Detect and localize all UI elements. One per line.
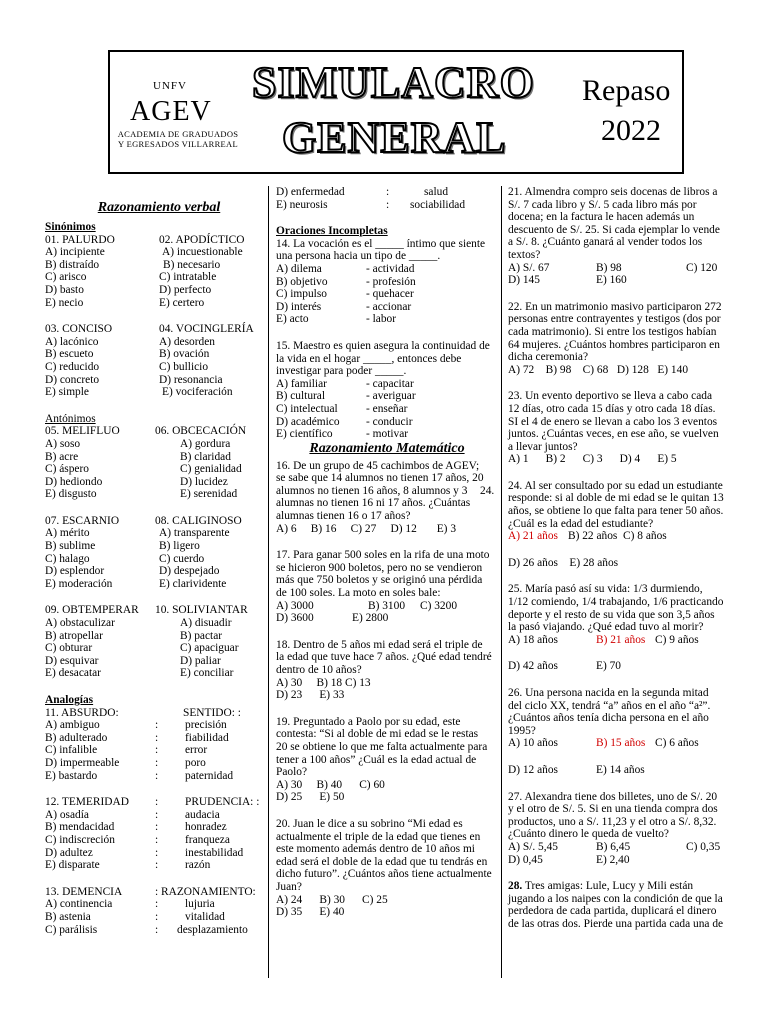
colon: : — [155, 796, 159, 809]
option: B) ligero — [159, 540, 200, 553]
colon: : — [155, 859, 159, 872]
label-sinonimos: Sinónimos — [45, 221, 96, 233]
colon: : — [155, 719, 159, 732]
option: C) cuerdo — [159, 552, 205, 565]
option: A) incipiente — [45, 246, 105, 259]
option: A) osadía — [45, 808, 89, 821]
option: D) despejado — [159, 565, 220, 578]
title-simulacro: SIMULACRO — [252, 58, 535, 107]
option-pair: desplazamiento — [177, 923, 248, 936]
option: D) 42 años — [508, 660, 558, 673]
option-pair: fiabilidad — [185, 731, 229, 744]
option: C) 120 — [686, 261, 718, 274]
option: D) académico — [276, 415, 340, 428]
label-oraciones: Oraciones Incompletas — [276, 225, 388, 238]
option: D) impermeable — [45, 756, 120, 769]
q19-line: 20 se obtiene lo que me falta actualmente para — [276, 740, 488, 753]
q28-line: perdedora de cada partida, duplicará el dinero — [508, 905, 717, 918]
option: E) disparate — [45, 859, 100, 872]
option: A) disuadir — [180, 617, 232, 630]
option: B) distraído — [45, 258, 100, 271]
q25-line: la pasó viajando. ¿Qué edad tuvo al morir? — [508, 621, 704, 634]
q14-line: 14. La vocación es el _____ íntimo que siente — [276, 237, 486, 250]
option: E) neurosis — [276, 198, 328, 211]
option: B) objetivo — [276, 275, 328, 288]
option: B) astenia — [45, 910, 91, 923]
q20-line: dicho futuro”. ¿Cuántos años tiene actualmente — [276, 868, 492, 881]
option-pair: error — [185, 744, 208, 757]
option: C) parálisis — [45, 923, 98, 936]
q18-options: D) 23 E) 33 — [276, 689, 345, 702]
option: B) atropellar — [45, 629, 103, 642]
option: A) soso — [45, 437, 81, 450]
q27-line: y el otro de S/. 5. Si en una tienda compra dos — [508, 803, 718, 816]
q18-line: 18. Dentro de 5 años mi edad será el triple de — [276, 638, 483, 651]
option: C) obturar — [45, 642, 93, 655]
q28-line: Tres amigas: Lule, Lucy y Mili están — [522, 880, 694, 893]
q20-options: D) 35 E) 40 — [276, 906, 345, 919]
q16-line: alumnos no tienen 16 años, 8 alumnos y 3 — [276, 484, 468, 497]
option: A) lacónico — [45, 335, 99, 348]
option: B) pactar — [180, 629, 223, 642]
question-13: 13. DEMENCIA — [45, 885, 123, 898]
question-06: 06. OBCECACIÓN — [155, 425, 247, 438]
option: D) basto — [45, 283, 84, 296]
q18-options: A) 30 B) 18 C) 13 — [276, 676, 371, 689]
option: A) incuestionable — [162, 246, 243, 259]
option: D) interés — [276, 300, 322, 313]
q23-line: a llevar juntos? — [508, 440, 578, 453]
question-04: 04. VOCINGLERÍA — [159, 323, 254, 336]
option: E) 160 — [596, 274, 627, 287]
label-analogias: Analogías — [45, 694, 94, 706]
colon: : — [155, 898, 159, 911]
colon: : — [155, 910, 159, 923]
q24-line: 24. Al ser consultado por su edad un estudiante — [508, 479, 723, 492]
q15-line: 15. Maestro es quien asegura la continuidad de — [276, 339, 490, 352]
q21-line: textos? — [508, 248, 541, 261]
q15-line: investigar para poder _____. — [276, 365, 407, 378]
option: A) desorden — [159, 335, 215, 348]
option: B) 98 — [596, 261, 622, 274]
relation: PRUDENCIA: : — [185, 796, 260, 809]
option-pair: - actividad — [366, 262, 415, 275]
q22-line: 22. En un matrimonio masivo participaron 272 — [508, 300, 722, 313]
option: B) sublime — [45, 540, 96, 553]
option: B) escueto — [45, 348, 94, 361]
q20-line: este momento además dentro de 10 años mi — [276, 843, 475, 856]
option-pair: razón — [185, 859, 211, 872]
option-correct: B) 15 años — [596, 737, 646, 750]
option: E) 2,40 — [596, 853, 630, 866]
option: A) S/. 5,45 — [508, 840, 558, 853]
question-10: 10. SOLIVIANTAR — [155, 604, 248, 617]
question-07: 07. ESCARNIO — [45, 514, 120, 527]
q28-number: 28. — [508, 880, 523, 893]
q21-line: S/. 7 cada libro y S/. 5 cada libro más por — [508, 198, 697, 211]
option-pair: - labor — [366, 313, 397, 326]
q18-line: la edad que tuve hace 7 años. ¿Qué edad tendré — [276, 651, 492, 664]
question-03: 03. CONCISO — [45, 323, 113, 336]
colon: : — [155, 731, 159, 744]
option: C) áspero — [45, 463, 89, 476]
option: C) reducido — [45, 360, 100, 373]
option: D) hediondo — [45, 475, 103, 488]
q25-line: deporte y el resto de su vida que son 3,5 años — [508, 608, 715, 621]
section-title-math: Razonamiento Matemático — [309, 440, 465, 456]
colon: : — [155, 744, 159, 757]
option: C) infalible — [45, 744, 98, 757]
option: B) acre — [45, 450, 79, 463]
option: B) adulterado — [45, 731, 108, 744]
option: D) perfecto — [159, 283, 212, 296]
q27-line: productos, uno a S/. 11,23 y el otro a S/. 8,32. — [508, 815, 717, 828]
option: A) transparente — [159, 527, 230, 540]
question-02: 02. APODÍCTICO — [159, 233, 245, 246]
option-correct: B) 21 años — [596, 633, 646, 646]
colon: : — [155, 846, 159, 859]
q19-options: A) 30 B) 40 C) 60 — [276, 778, 385, 791]
option-pair: franqueza — [185, 833, 230, 846]
column-divider-2 — [501, 186, 502, 978]
q28-line: jugando a los naipes con la condición de que la — [508, 892, 723, 905]
option-pair: - enseñar — [366, 402, 408, 415]
colon: : — [155, 821, 159, 834]
option: A) 18 años — [508, 633, 558, 646]
option-pair: lujuria — [185, 898, 215, 911]
colon: : — [155, 769, 159, 782]
q22-line: dicha ceremonia? — [508, 351, 589, 364]
academy-name: ACADEMIA DE GRADUADOS Y EGRESADOS VILLARREAL — [117, 129, 239, 149]
column-verbal — [45, 186, 273, 936]
option: C) halago — [45, 552, 90, 565]
q19-line: contesta: “Si al doble de mi edad se le restas — [276, 728, 479, 741]
option-correct: A) 21 años — [508, 530, 558, 543]
question-11: 11. ABSURDO: — [45, 706, 119, 719]
option: A) mérito — [45, 527, 90, 540]
option: A) S/. 67 — [508, 261, 550, 274]
q20-line: 20. Juan le dice a su sobrino “Mi edad es — [276, 817, 463, 830]
option: D) adultez — [45, 846, 93, 859]
q16-line: alumnas tienen 16 o 17 años? — [276, 510, 411, 523]
year-label: 2022 — [601, 114, 661, 147]
option: C) arisco — [45, 271, 87, 284]
option: E) moderación — [45, 577, 113, 590]
q16-options: A) 6 B) 16 C) 27 D) 12 E) 3 — [276, 522, 457, 535]
q25-line: 25. María pasó así su vida: 1/3 durmiendo, — [508, 583, 703, 596]
option: C) impulso — [276, 288, 327, 301]
option-pair: - capacitar — [366, 377, 414, 390]
option: A) 3000 — [276, 599, 314, 612]
option: E) certero — [159, 296, 205, 309]
option: C) 6 años — [655, 737, 699, 750]
option: D) lucidez — [180, 475, 228, 488]
question-12: 12. TEMERIDAD — [45, 796, 129, 809]
option: E) bastardo — [45, 769, 98, 782]
q15-line: la vida en el hogar _____, entonces debe — [276, 352, 462, 365]
option: B) 22 años C) 8 años — [568, 530, 667, 543]
q26-line: ¿Cuántos años tenía dicha persona en el año — [508, 712, 709, 725]
q20-options: A) 24 B) 30 C) 25 — [276, 893, 388, 906]
colon: : — [155, 756, 159, 769]
option-pair: poro — [185, 756, 206, 769]
q21-line: docena; en la factura le hacen además un — [508, 211, 695, 224]
option: D) resonancia — [159, 373, 223, 386]
option: D) enfermedad — [276, 186, 345, 198]
option-pair: paternidad — [185, 769, 234, 782]
option: D) esplendor — [45, 565, 105, 578]
q17-line: se hicieron 900 boletos, pero no se vendieron — [276, 561, 483, 574]
q23-line: 12 días, otro cada 15 días y otro cada 18 días. — [508, 402, 716, 415]
q24-line: responde: si al doble de mi edad se le quitan 13 — [508, 492, 724, 505]
option: D) paliar — [180, 654, 221, 667]
option: B) cultural — [276, 390, 326, 403]
option-pair: audacia — [185, 808, 220, 821]
option: E) desacatar — [45, 667, 101, 680]
repaso-label: Repaso — [582, 74, 671, 107]
q20-line: Juan? — [276, 880, 302, 893]
option: D) 3600 — [276, 612, 314, 625]
q22-options: A) 72 B) 98 C) 68 D) 128 E) 140 — [508, 363, 689, 376]
option: E) simple — [45, 386, 89, 399]
q16-line: 16. De un grupo de 45 cachimbos de AGEV; — [276, 459, 480, 472]
option-pair: sociabilidad — [410, 198, 466, 211]
option-pair: precisión — [185, 719, 227, 732]
option-pair: - motivar — [366, 428, 409, 441]
q20-line: actualmente el triple de la edad que tienes en — [276, 830, 481, 843]
option: E) clarividente — [159, 577, 227, 590]
option: B) claridad — [180, 450, 231, 463]
logo-unfv: UNFV — [153, 80, 187, 92]
option: B) necesario — [163, 258, 221, 271]
option: C) 0,35 — [686, 840, 721, 853]
question-05: 05. MELIFLUO — [45, 425, 120, 438]
colon: : — [155, 923, 159, 936]
option: C) 9 años — [655, 633, 699, 646]
option: D) 12 años — [508, 763, 558, 776]
option: E) científico — [276, 428, 333, 441]
option: E) necio — [45, 296, 84, 309]
option: E) vociferación — [162, 386, 233, 399]
question-09: 09. OBTEMPERAR — [45, 604, 139, 617]
option: E) 14 años — [596, 763, 645, 776]
q26-line: 1995? — [508, 724, 536, 737]
q24-line: años, se obtiene lo que falta para tener 50 años. — [508, 505, 724, 518]
option: A) obstaculizar — [45, 617, 115, 630]
q17-line: de 100 soles. La moto en soles bale: — [276, 587, 441, 600]
option: B) 3100 — [368, 599, 406, 612]
option: A) ambiguo — [45, 719, 100, 732]
q26-line: del ciclo XX, tendrá “a” años en el año “a²”. — [508, 699, 711, 712]
logo-agev: AGEV — [130, 96, 212, 127]
option-pair: - averiguar — [366, 390, 416, 403]
option: C) genialidad — [180, 463, 242, 476]
column-middle — [276, 186, 498, 919]
q21-line: 21. Almendra compro seis docenas de libros a — [508, 186, 718, 198]
option: B) mendacidad — [45, 821, 115, 834]
option: A) continencia — [45, 898, 113, 911]
option: C) 3200 — [420, 599, 458, 612]
option-pair: salud — [424, 186, 449, 198]
q27-line: 27. Alexandra tiene dos billetes, uno de S/. 20 — [508, 790, 718, 803]
colon: : — [155, 833, 159, 846]
option: B) ovación — [159, 348, 210, 361]
option: E) disgusto — [45, 488, 97, 501]
q22-line: personas entre contrayentes y testigos (dos por — [508, 313, 721, 326]
option: E) 2800 — [352, 612, 389, 625]
q21-line: descuento de S/. 25. Si cada ejemplar lo vende — [508, 223, 720, 236]
option: E) serenidad — [180, 488, 238, 501]
option-pair: - accionar — [366, 300, 412, 313]
option-pair: honradez — [185, 821, 227, 834]
option: E) acto — [276, 313, 309, 326]
q18-line: dentro de 10 años? — [276, 664, 362, 676]
option: D) concreto — [45, 373, 100, 386]
q19-options: D) 25 E) 50 — [276, 791, 345, 804]
option: C) indiscreción — [45, 833, 115, 846]
q17-line: más que 750 boletos y se originó una pérdida — [276, 574, 483, 587]
option: A) gordura — [180, 437, 231, 450]
q14-line: una persona hacia un tipo de _____. — [276, 250, 441, 263]
option-pair: vitalidad — [185, 910, 225, 923]
column-right — [508, 186, 728, 931]
option: C) apaciguar — [180, 642, 239, 655]
title-general: GENERAL — [282, 113, 507, 162]
option: B) 6,45 — [596, 840, 631, 853]
option: D) 145 — [508, 274, 540, 287]
option: D) 26 años E) 28 años — [508, 556, 619, 569]
q23-line: SI el 4 de enero se llevan a cabo los 3 eventos — [508, 415, 718, 428]
option: E) 70 — [596, 660, 621, 673]
option: C) intelectual — [276, 402, 338, 415]
q20-line: edad será el doble de la edad que tu tendrás en — [276, 855, 488, 868]
option: D) esquivar — [45, 654, 99, 667]
q22-line: 64 mujeres. ¿Cuántos hombres participaron en — [508, 338, 720, 351]
q19-line: tener a 100 años” ¿Cuál es la edad actual de — [276, 753, 477, 766]
q17-line: 17. Para ganar 500 soles en la rifa de una moto — [276, 549, 490, 562]
q23-options: A) 1 B) 2 C) 3 D) 4 E) 5 — [508, 453, 677, 466]
option-pair: - conducir — [366, 415, 413, 428]
relation: SENTIDO: : — [183, 706, 241, 719]
q19-line: Paolo? — [276, 766, 308, 779]
q26-line: 26. Una persona nacida en la segunda mitad — [508, 687, 709, 699]
option-pair: - quehacer — [366, 288, 414, 301]
option: C) bullicio — [159, 360, 209, 373]
option: A) familiar — [276, 377, 327, 390]
stray-number: 24. — [480, 484, 495, 497]
colon: : — [386, 186, 390, 198]
section-title-verbal: Razonamiento verbal — [97, 200, 221, 215]
option-pair: inestabilidad — [185, 846, 244, 859]
relation: : RAZONAMIENTO: — [155, 885, 256, 898]
q16-line: se sabe que 14 alumnos no tienen 17 años, 20 — [276, 472, 484, 485]
label-antonimos: Antónimos — [45, 412, 96, 425]
q22-line: cada matrimonio). Si entre los testigos habían — [508, 325, 717, 338]
q24-line: ¿Cuál es la edad del estudiante? — [508, 517, 654, 530]
q28-line: de las otras dos. Pierde una partida cada una de — [508, 917, 724, 930]
colon: : — [155, 808, 159, 821]
option: A) 10 años — [508, 737, 558, 750]
option: E) conciliar — [180, 667, 234, 680]
option: D) 0,45 — [508, 853, 543, 866]
question-08: 08. CALIGINOSO — [155, 514, 242, 527]
q19-line: 19. Preguntado a Paolo por su edad, este — [276, 715, 461, 728]
option-pair: - profesión — [366, 275, 416, 288]
q16-line: alumnas no tienen 16 ni 17 años. ¿Cuántas — [276, 497, 471, 510]
colon: : — [386, 198, 390, 211]
q23-line: juntos. ¿Cuántas veces, en ese año, se vuelven — [508, 428, 719, 441]
q25-line: 1/12 comiendo, 1/4 trabajando, 1/6 practicando — [508, 596, 724, 609]
q21-line: a S/. 8. ¿Cuánto ganará al vender todos los — [508, 236, 703, 249]
q27-line: ¿Cuánto dinero le queda de vuelto? — [508, 828, 669, 841]
question-01: 01. PALURDO — [45, 233, 115, 246]
q23-line: 23. Un evento deportivo se lleva a cabo cada — [508, 390, 713, 403]
option: A) dilema — [276, 262, 322, 275]
option: C) intratable — [159, 271, 217, 284]
